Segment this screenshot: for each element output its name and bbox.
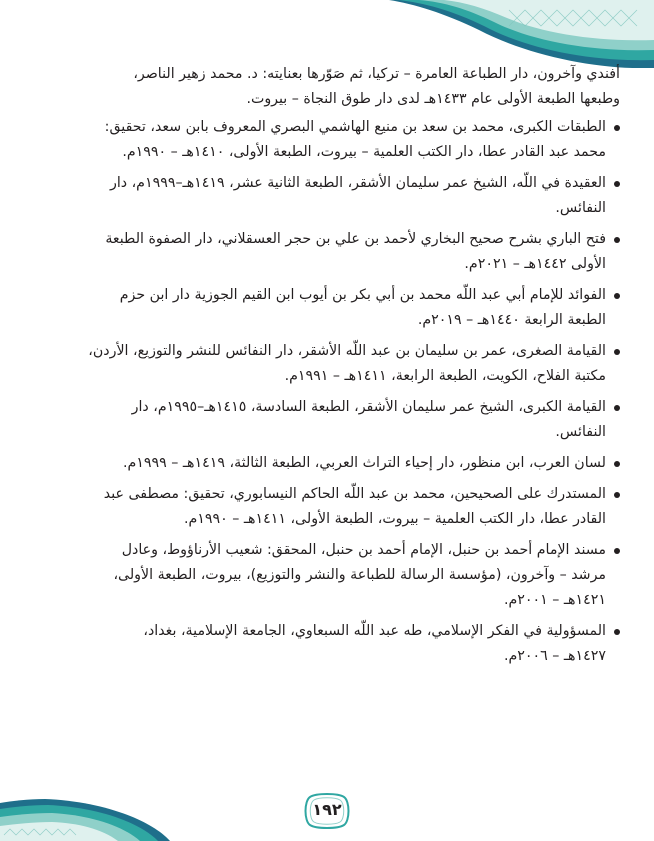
page-number: ١٩٢ bbox=[312, 800, 342, 819]
bullet-icon bbox=[614, 293, 620, 299]
text-line: مسند الإمام أحمد بن حنبل، الإمام أحمد بن حنبل، المحقق: شعيب الأرناؤوط، وعادل bbox=[121, 542, 606, 558]
text-line: الفوائد للإمام أبي عبد اللّه محمد بن أبي بكر بن أيوب ابن القيم الجوزية دار ابن حزم bbox=[119, 287, 606, 303]
text-line: القادر عطا، دار الكتب العلمية – بيروت، الطبعة الأولى، ١٤١١هـ – ١٩٩٠م. bbox=[183, 511, 606, 527]
reference-entry bbox=[35, 538, 620, 613]
reference-entry bbox=[35, 283, 620, 333]
bibliography-page bbox=[35, 62, 620, 675]
reference-entry bbox=[35, 619, 620, 669]
text-line: لسان العرب، ابن منظور، دار إحياء التراث العربي، الطبعة الثالثة، ١٤١٩هـ – ١٩٩٩م. bbox=[122, 455, 606, 471]
text-line: الطبعة الرابعة ١٤٤٠هـ – ٢٠١٩م. bbox=[417, 312, 606, 328]
reference-entry bbox=[35, 482, 620, 532]
text-line: أفندي وآخرون، دار الطباعة العامرة – تركيا، ثم صَوّرها بعنايته: د. محمد زهير الناصر، bbox=[133, 66, 620, 82]
bullet-icon bbox=[614, 461, 620, 467]
text-line: القيامة الكبرى، الشيخ عمر سليمان الأشقر، الطبعة السادسة، ١٤١٥هـ–١٩٩٥م، دار bbox=[131, 399, 606, 415]
text-line: فتح الباري بشرح صحيح البخاري لأحمد بن علي بن حجر العسقلاني، دار الصفوة الطبعة bbox=[105, 231, 606, 247]
text-line: محمد عبد القادر عطا، دار الكتب العلمية – بيروت، الطبعة الأولى، ١٤١٠هـ – ١٩٩٠م. bbox=[122, 144, 606, 160]
text-line: الأولى ١٤٤٢هـ – ٢٠٢١م. bbox=[464, 256, 606, 272]
text-line: ١٤٢٧هـ – ٢٠٠٦م. bbox=[503, 648, 606, 664]
bottom-ornament bbox=[0, 789, 170, 841]
text-line: النفائس. bbox=[555, 200, 606, 216]
reference-entry bbox=[35, 451, 620, 476]
reference-entry bbox=[35, 339, 620, 389]
continued-entry bbox=[35, 62, 620, 112]
page-number-badge bbox=[302, 793, 352, 829]
text-line: المستدرك على الصحيحين، محمد بن عبد اللّه الحاكم النيسابوري، تحقيق: مصطفى عبد bbox=[103, 486, 606, 502]
reference-entry bbox=[35, 395, 620, 445]
bullet-icon bbox=[614, 181, 620, 187]
bullet-icon bbox=[614, 237, 620, 243]
reference-entry bbox=[35, 115, 620, 165]
bullet-icon bbox=[614, 349, 620, 355]
text-line: الطبقات الكبرى، محمد بن سعد بن منيع الهاشمي البصري المعروف بابن سعد، تحقيق: bbox=[104, 119, 606, 135]
text-line: ١٤٢١هـ – ٢٠٠١م. bbox=[503, 592, 606, 608]
top-ornament bbox=[389, 0, 654, 68]
bullet-icon bbox=[614, 405, 620, 411]
reference-entry bbox=[35, 227, 620, 277]
text-line: وطبعها الطبعة الأولى عام ١٤٣٣هـ لدى دار طوق النجاة – بيروت. bbox=[246, 91, 620, 107]
text-line: النفائس. bbox=[555, 424, 606, 440]
bullet-icon bbox=[614, 629, 620, 635]
bullet-icon bbox=[614, 548, 620, 554]
text-line: مكتبة الفلاح، الكويت، الطبعة الرابعة، ١٤١١هـ – ١٩٩١م. bbox=[284, 368, 606, 384]
bullet-icon bbox=[614, 125, 620, 131]
text-line: مرشد – وآخرون، (مؤسسة الرسالة للطباعة والنشر والتوزيع)، بيروت، الطبعة الأولى، bbox=[113, 567, 606, 583]
reference-entry bbox=[35, 171, 620, 221]
bullet-icon bbox=[614, 492, 620, 498]
text-line: العقيدة في اللّه، الشيخ عمر سليمان الأشقر، الطبعة الثانية عشر، ١٤١٩هـ–١٩٩٩م، دار bbox=[109, 175, 606, 191]
text-line: المسؤولية في الفكر الإسلامي، طه عبد اللّه السبعاوي، الجامعة الإسلامية، بغداد، bbox=[143, 623, 606, 639]
text-line: القيامة الصغرى، عمر بن سليمان بن عبد اللّه الأشقر، دار النفائس للنشر والتوزيع، الأردن، bbox=[88, 343, 606, 359]
